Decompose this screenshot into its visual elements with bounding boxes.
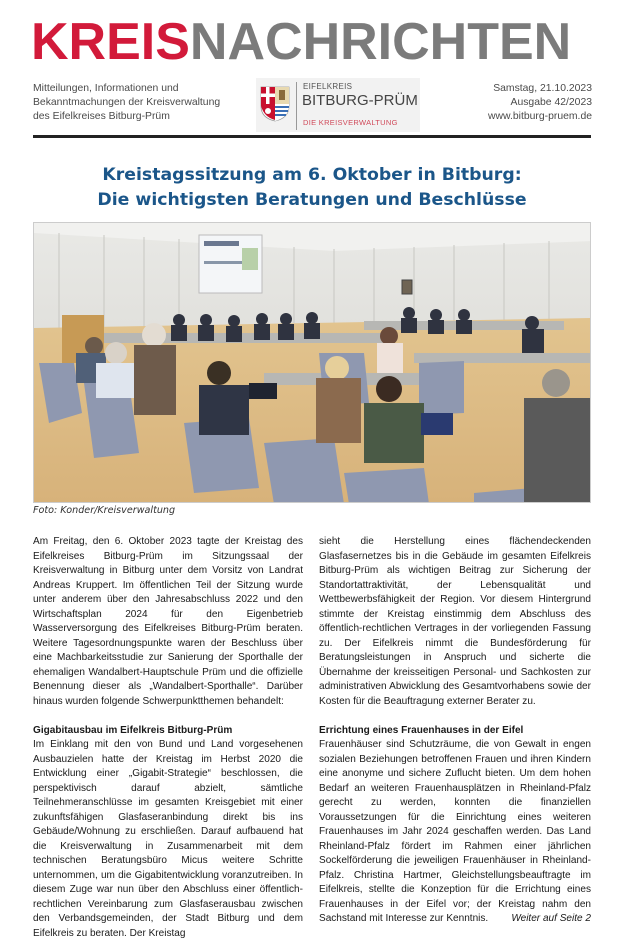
subtitle-line: Mitteilungen, Informationen und bbox=[33, 83, 179, 94]
logo-line-3: DIE KREISVERWALTUNG bbox=[303, 118, 398, 127]
headline-line-1: Kreistagssitzung am 6. Oktober in Bitburg: bbox=[102, 165, 522, 185]
masthead-title bbox=[31, 14, 597, 70]
continued-link[interactable]: Weiter auf Seite 2 bbox=[511, 913, 591, 924]
logo-line-1: EIFELKREIS bbox=[303, 82, 353, 91]
article-column-left bbox=[33, 535, 303, 941]
issue-date: Samstag, 21.10.2023 bbox=[493, 83, 592, 94]
district-logo bbox=[256, 78, 420, 132]
headline-line-2: Die wichtigsten Beratungen und Beschlüsse bbox=[97, 190, 527, 210]
masthead-title-gray: NACHRICHTEN bbox=[189, 14, 572, 70]
section-heading-frauenhaus: Errichtung eines Frauenhauses in der Eifel bbox=[319, 724, 524, 736]
article-intro: Am Freitag, den 6. Oktober 2023 tagte der Kreistag des Eifelkreises Bitburg-Prüm im Sitzungssaal der Kreisverwaltung in Bitburg unter dem Vorsitz von Landrat Andreas Kruppert. Im öffentlichen Teil der Sitzung wurde unter anderem über den Jahresabschluss 2022 und den Wirtschaftsplan 2024 für den Eigenbetrieb Wasserversorgung des Eifelkreises Bitburg-Prüm beraten. Weitere Tagesordnungspunkte waren der Beschluss über eine Machbarkeitsstudie zur Sanierung der Sporthalle der ehemaligen Wandalbert-Hauptschule Prüm und die offizielle Benennung dieser als „Wandalbert-Sporthalle“. Darüber hinaus wurden folgende Schwerpunktthemen behandelt: bbox=[33, 536, 303, 707]
meeting-room-image bbox=[34, 223, 591, 503]
masthead-title-red: KREIS bbox=[31, 14, 190, 70]
masthead-subtitle bbox=[33, 82, 248, 124]
logo-line-2: BITBURG-PRÜM bbox=[302, 92, 418, 109]
website-link[interactable]: www.bitburg-pruem.de bbox=[488, 111, 592, 122]
article-column-right bbox=[319, 535, 591, 927]
logo-divider bbox=[296, 82, 297, 130]
subtitle-line: Bekanntmachungen der Kreisverwaltung bbox=[33, 97, 221, 108]
coat-of-arms-icon bbox=[260, 86, 290, 122]
header-rule bbox=[33, 135, 591, 138]
issue-number: Ausgabe 42/2023 bbox=[510, 97, 592, 108]
issue-info bbox=[442, 82, 592, 124]
article-headline bbox=[33, 163, 591, 213]
section-text-gigabit-continued: sieht die Herstellung eines flächendeckenden Glasfasernetzes bis in die Gebäude im gesamten Eifelkreis Bitburg-Prüm als wichtigen Beitrag zur Sicherung der Standortattraktivität, der Lebensqualität und Wettbewerbsfähigkeit der Region. Vor diesem Hintergrund stimmte der Kreistag einstimmig dem Abschluss des öffentlich-rechtlichen Vertrages in der vorliegenden Fassung zu. Der Eifelkreis nimmt die Bundesförderung für Beratungsleistungen in Anspruch und sicherte die Übernahme der kreisseitigen Personal- und Sachkosten zur administrativen Abwicklung des Gesamtvorhabens sowie der Kosten für die Beauftragung externer Berater zu. bbox=[319, 536, 591, 707]
section-text-frauenhaus bbox=[319, 738, 591, 927]
section-heading-gigabit: Gigabitausbau im Eifelkreis Bitburg-Prüm bbox=[33, 724, 233, 736]
photo-caption: Foto: Konder/Kreisverwaltung bbox=[33, 505, 176, 516]
subtitle-line: des Eifelkreises Bitburg-Prüm bbox=[33, 111, 170, 122]
section-text-frauenhaus-body: Frauenhäuser sind Schutzräume, die von Gewalt in engen sozialen Beziehungen betroffenen Frauen und ihren Kindern eine anonyme und sichere Zuflucht bieten. Um dem hohen Bedarf an weiteren Frauenhausplätzen in Rheinland-Pfalz gerecht zu werden, konnten die finanziellen Voraussetzungen für die Einrichtung eines weiteren Frauenhauses im Jahr 2024 geschaffen werden. Das Land Rheinland-Pfalz fördert im Rahmen einer jährlichen Sockelförderung die jeweiligen Frauenhäuser in Rheinland-Pfalz. Christina Hartmer, Gleichstellungsbeauftragte im Eifelkreis, stellte die Konzeption für die Errichtung eines Frauenhauses in der Eifel vor; der Kreistag nahm den Sachstand mit Interesse zur Kenntnis. bbox=[319, 739, 591, 924]
article-photo bbox=[33, 222, 591, 503]
section-text-gigabit: Im Einklang mit den von Bund und Land vorgesehenen Ausbauzielen hatte der Kreistag im Herbst 2020 die Entwicklung einer „Gigabit-Strategie“ beschlossen, die perspektivisch darauf abzielt, sämtliche Teilnehmeranschlüsse im gesamten Kreisgebiet mit einer zukunftsfähigen Glasfaseranbindung direkt bis ins Gebäude/Wohnung zu erschließen. Darauf aufbauend hat die Kreisverwaltung in Zusammenarbeit mit dem technischen Beratungsbüro Micus weitere Schritte unternommen, um die Gigabitentwicklung voranzutreiben. In diesem Zuge war nun über den Abschluss einer öffentlich-rechtlichen Vereinbarung zum Glasfaserausbau zwischen den Verbandsgemeinden, der Stadt Bitburg und dem Eifelkreis zu beraten. Der Kreistag bbox=[33, 739, 303, 939]
